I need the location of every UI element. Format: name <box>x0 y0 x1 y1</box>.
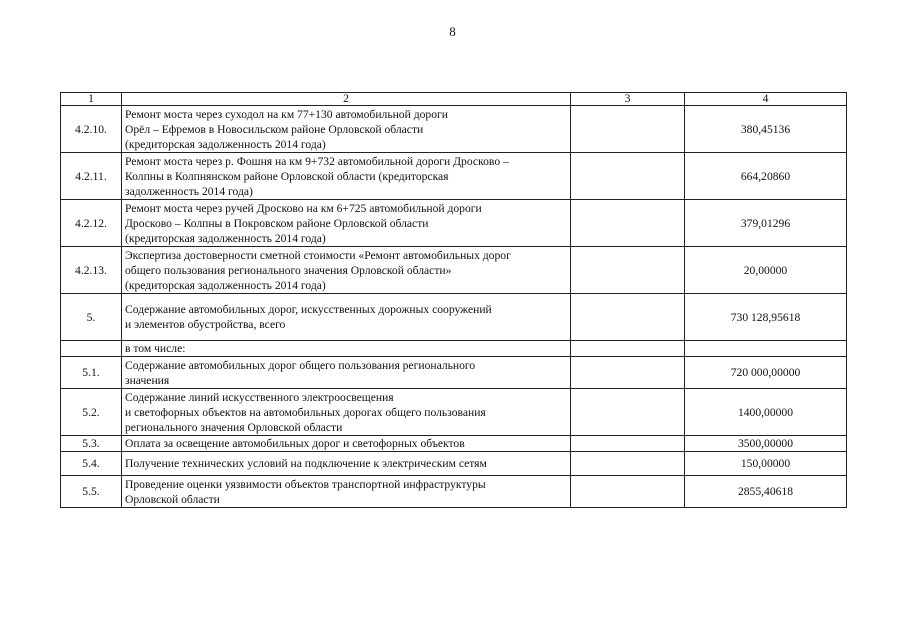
row-number: 5.1. <box>61 357 122 389</box>
row-col3 <box>571 476 685 508</box>
description-line: задолженность 2014 года) <box>125 184 253 198</box>
row-description <box>122 200 571 247</box>
row-description <box>122 436 571 452</box>
table-row <box>61 294 847 341</box>
row-number: 5.4. <box>61 452 122 476</box>
row-number: 5.3. <box>61 436 122 452</box>
column-header-4: 4 <box>685 93 847 106</box>
description-line: Ремонт моста через р. Фошня на км 9+732 автомобильной дороги Дросково – <box>125 154 509 168</box>
row-description <box>122 341 571 357</box>
description-line: Дросково – Колпны в Покровском районе Орловской области <box>125 216 429 230</box>
table-header-row <box>61 93 847 106</box>
column-header-3: 3 <box>571 93 685 106</box>
row-col3 <box>571 294 685 341</box>
description-line: (кредиторская задолженность 2014 года) <box>125 278 326 292</box>
description-line: Орёл – Ефремов в Новосильском районе Орловской области <box>125 122 424 136</box>
row-col3 <box>571 341 685 357</box>
row-col3 <box>571 200 685 247</box>
table-row <box>61 106 847 153</box>
row-description <box>122 247 571 294</box>
row-number: 4.2.13. <box>61 247 122 294</box>
row-number: 4.2.11. <box>61 153 122 200</box>
row-amount: 380,45136 <box>685 106 847 153</box>
table-row <box>61 200 847 247</box>
row-col3 <box>571 357 685 389</box>
description-line: и элементов обустройства, всего <box>125 318 286 331</box>
row-amount: 150,00000 <box>685 452 847 476</box>
table-row <box>61 341 847 357</box>
description-line: Оплата за освещение автомобильных дорог и светофорных объектов <box>125 437 465 450</box>
row-amount: 720 000,00000 <box>685 357 847 389</box>
row-amount <box>685 341 847 357</box>
row-amount: 3500,00000 <box>685 436 847 452</box>
description-line: и светофорных объектов на автомобильных дорогах общего пользования <box>125 405 486 419</box>
table-row <box>61 452 847 476</box>
column-header-1: 1 <box>61 93 122 106</box>
row-number: 5.5. <box>61 476 122 508</box>
row-number: 5. <box>61 294 122 341</box>
row-col3 <box>571 436 685 452</box>
row-description <box>122 452 571 476</box>
description-line: Ремонт моста через суходол на км 77+130 автомобильной дороги <box>125 107 448 121</box>
description-line: (кредиторская задолженность 2014 года) <box>125 137 326 151</box>
description-line: общего пользования регионального значения Орловской области» <box>125 263 452 277</box>
table-row <box>61 436 847 452</box>
table-row <box>61 247 847 294</box>
table-row <box>61 357 847 389</box>
row-col3 <box>571 153 685 200</box>
row-description <box>122 357 571 389</box>
row-number: 4.2.10. <box>61 106 122 153</box>
description-line: Проведение оценки уязвимости объектов транспортной инфраструктуры <box>125 477 486 491</box>
table-row <box>61 389 847 436</box>
row-col3 <box>571 247 685 294</box>
description-line: Экспертиза достоверности сметной стоимости «Ремонт автомобильных дорог <box>125 248 511 262</box>
description-line: Содержание автомобильных дорог общего пользования регионального <box>125 358 476 372</box>
description-line: регионального значения Орловской области <box>125 420 343 434</box>
row-number <box>61 341 122 357</box>
description-line: Содержание автомобильных дорог, искусственных дорожных сооружений <box>125 303 492 316</box>
row-amount: 664,20860 <box>685 153 847 200</box>
row-amount: 379,01296 <box>685 200 847 247</box>
row-amount: 20,00000 <box>685 247 847 294</box>
description-line: Получение технических условий на подключение к электрическим сетям <box>125 457 487 470</box>
budget-table <box>60 92 847 508</box>
description-line: в том числе: <box>125 342 186 355</box>
row-number: 5.2. <box>61 389 122 436</box>
row-amount: 1400,00000 <box>685 389 847 436</box>
row-amount: 730 128,95618 <box>685 294 847 341</box>
description-line: (кредиторская задолженность 2014 года) <box>125 231 326 245</box>
column-header-2: 2 <box>122 93 571 106</box>
row-amount: 2855,40618 <box>685 476 847 508</box>
row-description <box>122 389 571 436</box>
table-row <box>61 153 847 200</box>
page-number: 8 <box>449 24 456 39</box>
row-col3 <box>571 452 685 476</box>
row-col3 <box>571 389 685 436</box>
row-description <box>122 476 571 508</box>
row-col3 <box>571 106 685 153</box>
row-description <box>122 294 571 341</box>
row-description <box>122 153 571 200</box>
row-description <box>122 106 571 153</box>
table-row <box>61 476 847 508</box>
description-line: Орловской области <box>125 492 220 506</box>
description-line: Ремонт моста через ручей Дросково на км 6+725 автомобильной дороги <box>125 201 482 215</box>
description-line: Содержание линий искусственного электроосвещения <box>125 390 394 404</box>
row-number: 4.2.12. <box>61 200 122 247</box>
description-line: Колпны в Колпнянском районе Орловской области (кредиторская <box>125 169 449 183</box>
description-line: значения <box>125 373 170 387</box>
